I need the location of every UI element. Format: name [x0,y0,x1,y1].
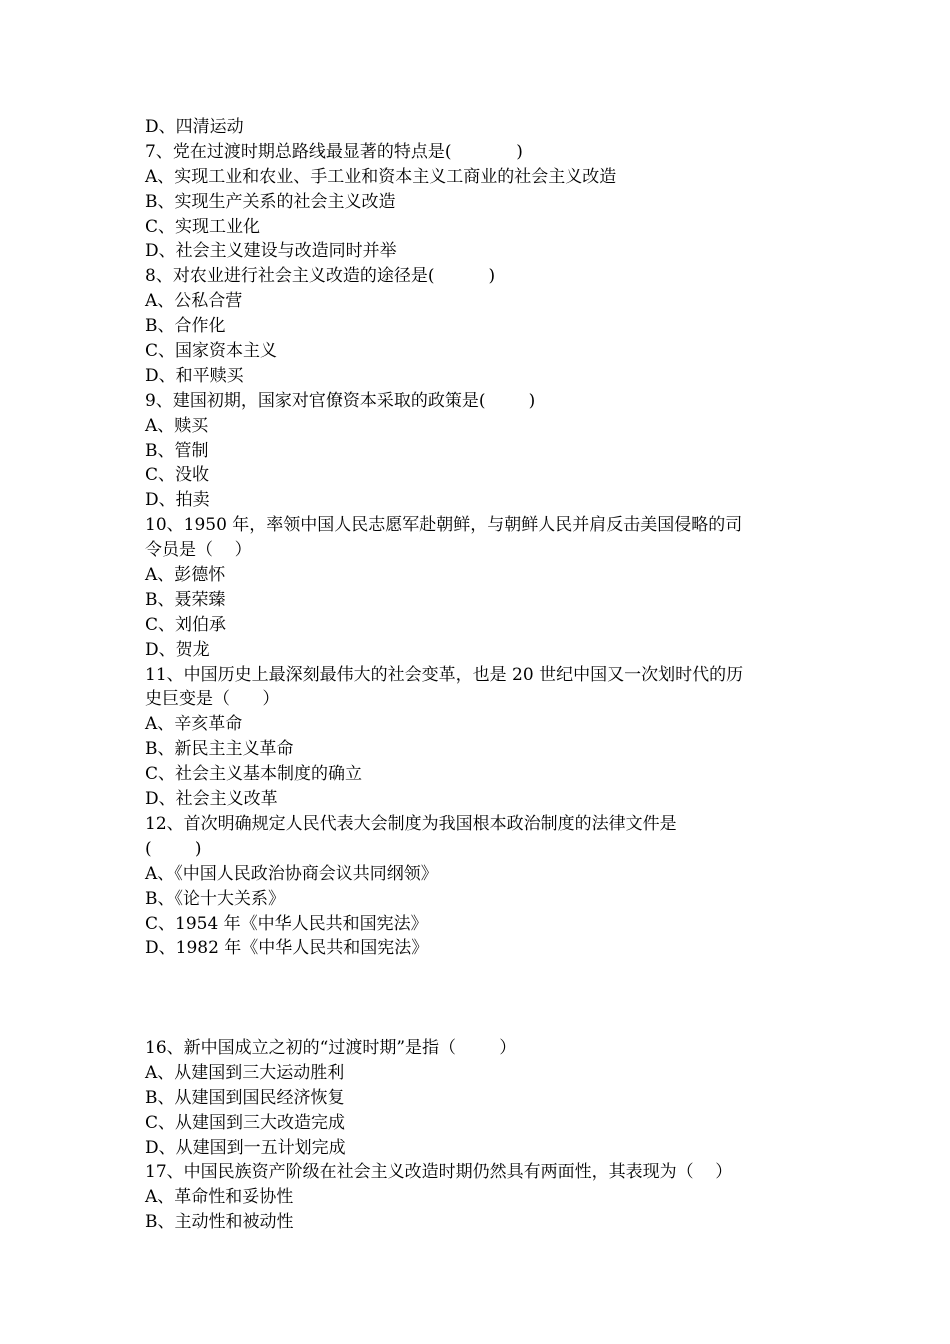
text-line: 12、首次明确规定人民代表大会制度为我国根本政治制度的法律文件是 [145,813,677,834]
text-line: B、实现生产关系的社会主义改造 [145,191,396,212]
text-line: 7、党在过渡时期总路线最显著的特点是( ) [145,141,523,162]
text-line: C、社会主义基本制度的确立 [145,764,363,785]
text-line: A、公私合营 [145,291,243,312]
document-page [145,115,810,1235]
text-line: B、主动性和被动性 [145,1212,294,1233]
text-line: 16、新中国成立之初的“过渡时期”是指（ ） [145,1037,517,1058]
text-line: A、革命性和妥协性 [145,1187,294,1208]
text-line: D、从建国到一五计划完成 [145,1137,346,1158]
text-line: 10、1950 年，率领中国人民志愿军赴朝鲜，与朝鲜人民并肩反击美国侵略的司 [145,515,743,536]
text-line: 8、对农业进行社会主义改造的途径是( ) [145,266,496,287]
text-line: A、彭德怀 [145,565,226,586]
text-line: A、赎买 [145,415,209,436]
text-line: B、从建国到国民经济恢复 [145,1087,345,1108]
text-line: B、《论十大关系》 [145,888,285,909]
text-line: 令员是（ ） [145,540,252,561]
text-line: 史巨变是（ ） [145,689,280,710]
text-line: B、管制 [145,440,209,461]
text-line: 17、中国民族资产阶级在社会主义改造时期仍然具有两面性，其表现为（ ） [145,1162,733,1183]
text-line: D、拍卖 [145,490,210,511]
text-line: C、1954 年《中华人民共和国宪法》 [145,913,428,934]
text-line: D、贺龙 [145,639,210,660]
text-line: B、合作化 [145,316,226,337]
text-line: D、和平赎买 [145,365,244,386]
question-block-2 [145,1036,810,1235]
text-line: B、聂荣臻 [145,589,226,610]
text-line: A、从建国到三大运动胜利 [145,1062,345,1083]
text-line: C、从建国到三大改造完成 [145,1112,346,1133]
text-line: 11、中国历史上最深刻最伟大的社会变革，也是 20 世纪中国又一次划时代的历 [145,664,744,685]
text-line: D、1982 年《中华人民共和国宪法》 [145,938,429,959]
section-gap [145,961,810,1036]
text-line: B、新民主主义革命 [145,739,294,760]
text-line: A、辛亥革命 [145,714,243,735]
question-block-1 [145,115,810,961]
text-line: 9、建国初期，国家对官僚资本采取的政策是( ) [145,390,536,411]
text-line: C、没收 [145,465,210,486]
text-line: C、刘伯承 [145,614,227,635]
text-line: A、实现工业和农业、手工业和资本主义工商业的社会主义改造 [145,166,617,187]
text-line: C、实现工业化 [145,216,261,237]
text-line: ( ) [145,838,202,859]
text-line: A、《中国人民政治协商会议共同纲领》 [145,863,438,884]
text-line: D、社会主义改革 [145,789,278,810]
text-line: D、四清运动 [145,117,244,137]
text-line: C、国家资本主义 [145,341,278,362]
text-line: D、社会主义建设与改造同时并举 [145,241,397,262]
